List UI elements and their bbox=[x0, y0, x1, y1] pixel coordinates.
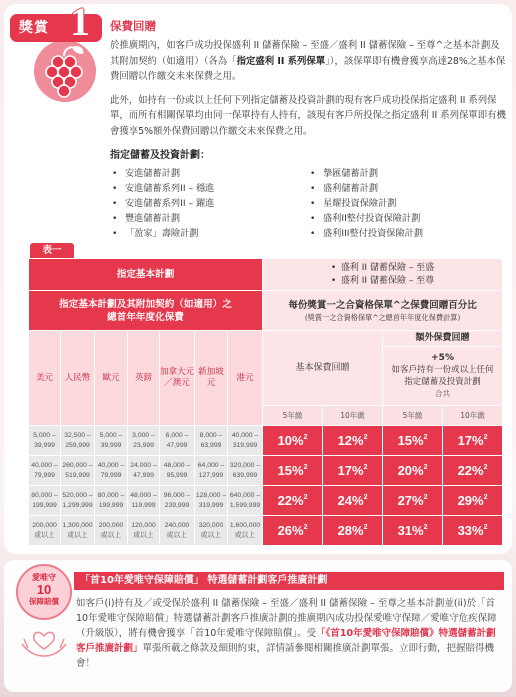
rebate-rate: 24% bbox=[337, 492, 364, 508]
promo-text: 如客戶(i)持有及／或受保於盛利 II 儲蓄保險 – 至盛／盛利 II 儲蓄保險 – 至尊之基本計劃並(ii)於「首10年愛唯守保障賠償」特選儲蓄計劃客戶推廣計劃的推廣期內成功投保愛唯守保障／愛唯守危疾保障（升級版），將有機會獲享「首10年愛唯守保障賠償」。受 bbox=[76, 598, 497, 639]
grapes-icon bbox=[34, 40, 96, 102]
premium-range-cell bbox=[228, 456, 263, 486]
premium-range-cell bbox=[160, 516, 195, 546]
premium-range-cell bbox=[61, 516, 95, 546]
premium-range-cell bbox=[160, 456, 195, 486]
premium-range-cell bbox=[61, 426, 95, 456]
premium-range-cell bbox=[29, 426, 61, 456]
rebate-rate-cell bbox=[323, 456, 383, 486]
premium-range-cell bbox=[195, 516, 228, 546]
premium-rebate-section bbox=[110, 18, 506, 241]
currency-eur: 歐元 bbox=[95, 331, 128, 426]
extra-rebate-paragraph: 此外，如持有一份或以上任何下列指定儲蓄及投資計劃的現有客戶成功投保指定盛利 II 系列保單，而所有相關保單均由同一保單持有人持有，該現有客戶所投保之指定盛利 II 系列保單即有機會獲享5%額外保費回贈以作繳交未來保費之用。 bbox=[110, 94, 506, 137]
premium-range-text: 5,000 – bbox=[33, 432, 56, 439]
term-header: 10年繳 bbox=[323, 406, 383, 426]
premium-range-text: 240,000 bbox=[164, 522, 190, 529]
basic-rebate-header: 基本保費回贈 bbox=[263, 331, 383, 406]
footnote-mark: 2 bbox=[363, 493, 368, 501]
plan-names-cell bbox=[263, 259, 503, 291]
designated-plan-item: • 安進儲蓄系列II – 躍進 bbox=[110, 196, 308, 211]
premium-range-text: 95,999 bbox=[166, 471, 188, 479]
currency-hkd: 港元 bbox=[228, 331, 263, 426]
premium-range-text: 39,999 bbox=[34, 441, 55, 449]
footnote-mark: 2 bbox=[423, 463, 428, 471]
rebate-rate-cell bbox=[443, 456, 503, 486]
premium-range-text: 259,999 bbox=[65, 441, 90, 449]
section-title: 保費回贈 bbox=[110, 19, 156, 33]
premium-range-text: 1,599,999 bbox=[229, 501, 261, 509]
premium-range-text: 319,999 bbox=[232, 441, 258, 449]
footnote-mark: 2 bbox=[363, 463, 368, 471]
premium-range-text: 260,000 – bbox=[62, 462, 93, 469]
rebate-rate: 33% bbox=[457, 522, 484, 538]
premium-range-text: 1,300,000 bbox=[62, 522, 93, 529]
rebate-table bbox=[28, 258, 503, 546]
premium-range-cell bbox=[29, 456, 61, 486]
premium-range-text: 79,999 bbox=[34, 471, 55, 479]
rebate-rate: 27% bbox=[397, 492, 424, 508]
rebate-rate-cell bbox=[443, 426, 503, 456]
premium-range-cell bbox=[228, 486, 263, 516]
footnote-mark: 2 bbox=[483, 433, 488, 441]
premium-range-text: 64,000 – bbox=[197, 462, 225, 469]
rebate-rate-cell bbox=[443, 486, 503, 516]
rebate-rate-cell bbox=[323, 486, 383, 516]
plan-name: • 盛利 II 儲蓄保險 – 至盛 bbox=[331, 262, 434, 275]
premium-range-text: 320,000 – bbox=[229, 462, 261, 469]
footnote-mark: 2 bbox=[483, 523, 488, 531]
premium-range-text: 48,000 – bbox=[163, 462, 191, 469]
promo-badge bbox=[16, 564, 72, 620]
premium-range-cell bbox=[29, 516, 61, 546]
premium-range-text: 63,999 bbox=[200, 441, 222, 449]
footnote-mark: 2 bbox=[303, 463, 308, 471]
total-label: 合共 bbox=[435, 389, 451, 398]
premium-range-text: 或以上 bbox=[67, 531, 88, 539]
premium-range-text: 200,000 bbox=[32, 522, 57, 529]
rebate-rate-cell bbox=[383, 456, 443, 486]
plan-name: • 盛利 II 儲蓄保險 – 至尊 bbox=[331, 275, 434, 288]
rebate-rate: 20% bbox=[397, 462, 424, 478]
promo-leaflet-name: 「《首10年愛唯守保障賠償》特選儲蓄計劃客戶推廣計劃」 bbox=[76, 628, 496, 654]
designated-plan-item: • 盛利II整付投資保險計劃 bbox=[308, 211, 506, 226]
premium-range-text: 48,000 – bbox=[130, 492, 157, 499]
table-row bbox=[29, 456, 503, 486]
table-header-row bbox=[29, 291, 503, 331]
designated-plan-item: • 星耀投資保險計劃 bbox=[308, 196, 506, 211]
table-tab-label: 表一 bbox=[30, 243, 74, 258]
plans-heading: 指定儲蓄及投資計劃： bbox=[110, 150, 210, 161]
designated-plan-item: • 摯匯儲蓄計劃 bbox=[308, 166, 506, 181]
footnote-mark: 2 bbox=[303, 433, 308, 441]
promo-description bbox=[76, 596, 504, 671]
rebate-header bbox=[263, 291, 503, 331]
premium-range-text: 80,000 – bbox=[97, 492, 125, 499]
premium-range-text: 40,000 – bbox=[231, 432, 259, 439]
premium-range-text: 或以上 bbox=[133, 531, 154, 539]
rebate-rate: 22% bbox=[457, 462, 484, 478]
premium-range-text: 或以上 bbox=[100, 531, 122, 539]
rebate-rate-cell bbox=[263, 486, 323, 516]
rebate-rate: 15% bbox=[397, 432, 424, 448]
premium-range-cell bbox=[95, 426, 128, 456]
premium-range-text: 80,000 – bbox=[31, 492, 58, 499]
premium-range-text: 或以上 bbox=[200, 531, 222, 539]
premium-range-cell bbox=[195, 426, 228, 456]
premium-range-cell bbox=[95, 456, 128, 486]
premium-range-text: 23,999 bbox=[133, 441, 154, 449]
plans-column-left bbox=[110, 166, 308, 241]
premium-range-cell bbox=[160, 426, 195, 456]
premium-range-text: 或以上 bbox=[34, 531, 55, 539]
premium-range-text: 79,999 bbox=[100, 471, 122, 479]
rebate-rate: 22% bbox=[277, 492, 304, 508]
premium-range-text: 120,000 bbox=[131, 522, 156, 529]
table-header-row bbox=[29, 331, 503, 347]
premium-range-cell bbox=[95, 486, 128, 516]
extra-condition-line: 指定儲蓄及投資計劃 bbox=[404, 377, 481, 387]
table-row bbox=[29, 486, 503, 516]
plans-column-right bbox=[308, 166, 506, 241]
rebate-rate-cell bbox=[263, 456, 323, 486]
extra-condition-line: 如客戶持有一份或以上任何 bbox=[391, 365, 494, 375]
premium-range-text: 639,999 bbox=[232, 471, 258, 479]
footnote-mark: 2 bbox=[483, 493, 488, 501]
designated-policy-term: 指定盛利 II 系列保單 bbox=[236, 55, 326, 67]
rebate-rate: 31% bbox=[397, 522, 424, 538]
premium-header bbox=[29, 291, 263, 331]
rebate-rate-cell bbox=[443, 516, 503, 546]
promo-badge-number: 10 bbox=[36, 582, 52, 597]
rebate-intro-text-end: 」），該保單即有機會獲享高達28%之基本保費回贈以作繳交未來保費之用。 bbox=[110, 55, 506, 82]
extra-rebate-header: 額外保費回贈 bbox=[383, 331, 503, 347]
premium-range-cell bbox=[128, 486, 160, 516]
premium-range-cell bbox=[228, 516, 263, 546]
premium-range-text: 1,299,999 bbox=[62, 501, 93, 509]
designated-plan-item: • 安進儲蓄計劃 bbox=[110, 166, 308, 181]
rebate-rate-cell bbox=[263, 516, 323, 546]
footnote-mark: 2 bbox=[363, 523, 368, 531]
plan-header: 指定基本計劃 bbox=[29, 259, 263, 291]
premium-range-cell bbox=[195, 486, 228, 516]
term-header: 10年繳 bbox=[443, 406, 503, 426]
plan-names bbox=[331, 262, 434, 288]
designated-plan-item: • 安進儲蓄系列II – 穩進 bbox=[110, 181, 308, 196]
premium-range-text: 200,000 bbox=[98, 522, 124, 529]
rebate-rate-cell bbox=[383, 516, 443, 546]
footnote-mark: 2 bbox=[483, 463, 488, 471]
premium-range-text: 319,999 bbox=[198, 501, 224, 509]
premium-range-text: 640,000 – bbox=[229, 492, 261, 499]
designated-plan-item: • 豐進儲蓄計劃 bbox=[110, 211, 308, 226]
footnote-mark: 2 bbox=[363, 433, 368, 441]
premium-range-text: 40,000 – bbox=[97, 462, 125, 469]
table-row bbox=[29, 516, 503, 546]
rebate-rate: 12% bbox=[337, 432, 364, 448]
promo-title: 「首10年愛唯守保障賠償」 特選儲蓄計劃客戶推廣計劃 bbox=[74, 572, 504, 590]
currency-cad-aud: 加拿大元／澳元 bbox=[160, 331, 195, 426]
premium-range-text: 或以上 bbox=[166, 531, 188, 539]
premium-range-text: 199,999 bbox=[32, 501, 57, 509]
rebate-rate: 17% bbox=[457, 432, 484, 448]
premium-range-text: 8,000 – bbox=[199, 432, 223, 439]
premium-range-text: 519,999 bbox=[65, 471, 90, 479]
rebate-rate-cell bbox=[323, 516, 383, 546]
premium-range-text: 119,999 bbox=[131, 501, 156, 509]
premium-range-cell bbox=[29, 486, 61, 516]
premium-range-text: 6,000 – bbox=[165, 432, 189, 439]
rebate-header-title: 每份獎賞一之合資格保單^之保費回贈百分比 bbox=[288, 299, 477, 311]
reward-number: 1 bbox=[70, 0, 90, 44]
premium-range-text: 128,000 – bbox=[195, 492, 227, 499]
premium-range-text: 3,000 – bbox=[132, 432, 155, 439]
designated-plan-item: • 盛利III整付投資保險計劃 bbox=[308, 226, 506, 241]
currency-sgd: 新加坡元 bbox=[195, 331, 228, 426]
reward-label: 獎賞 bbox=[19, 20, 49, 36]
premium-range-cell bbox=[128, 426, 160, 456]
footnote-mark: 2 bbox=[423, 493, 428, 501]
designated-plan-item: • 盛利儲蓄計劃 bbox=[308, 181, 506, 196]
premium-range-cell bbox=[61, 456, 95, 486]
promo-badge-line: 保障賠償 bbox=[29, 597, 59, 606]
rebate-intro-text: 於推廣期內，如客戶成功投保盛利 II 儲蓄保險 – 至盛／盛利 II 儲蓄保險 – 至尊^之基本計劃及其附加契約（如適用）（各為「 bbox=[110, 40, 500, 67]
term-header: 5年繳 bbox=[383, 406, 443, 426]
premium-range-text: 40,000 – bbox=[31, 462, 58, 469]
premium-range-text: 5,000 – bbox=[99, 432, 123, 439]
rebate-header-note: (獎賞一之合資格保單^之總首年年度化保費計算) bbox=[304, 312, 461, 322]
promo-section bbox=[4, 560, 512, 692]
premium-range-text: 127,999 bbox=[198, 471, 224, 479]
rebate-rate: 26% bbox=[277, 522, 304, 538]
footnote-mark: 2 bbox=[303, 493, 308, 501]
table-header-row bbox=[29, 259, 503, 291]
rebate-rate-cell bbox=[383, 486, 443, 516]
premium-range-text: 520,000 – bbox=[62, 492, 93, 499]
rebate-rate: 10% bbox=[277, 432, 304, 448]
premium-range-cell bbox=[128, 516, 160, 546]
rebate-rate: 29% bbox=[457, 492, 484, 508]
premium-range-text: 320,000 bbox=[198, 522, 224, 529]
rebate-rate-cell bbox=[383, 426, 443, 456]
premium-range-cell bbox=[160, 486, 195, 516]
premium-range-cell bbox=[61, 486, 95, 516]
heart-hands-icon bbox=[18, 622, 70, 662]
premium-range-cell bbox=[228, 426, 263, 456]
rebate-rate: 17% bbox=[337, 462, 364, 478]
premium-range-text: 96,000 – bbox=[163, 492, 191, 499]
promo-badge-line: 愛唯守 bbox=[32, 573, 56, 582]
footnote-mark: 2 bbox=[423, 433, 428, 441]
premium-range-text: 47,999 bbox=[133, 471, 154, 479]
premium-range-cell bbox=[95, 516, 128, 546]
premium-range-text: 24,000 – bbox=[130, 462, 157, 469]
premium-range-text: 39,999 bbox=[100, 441, 122, 449]
currency-gbp: 英鎊 bbox=[128, 331, 160, 426]
currency-usd: 美元 bbox=[29, 331, 61, 426]
footnote-mark: 2 bbox=[303, 523, 308, 531]
premium-header-line: 總首年年度化保費 bbox=[107, 311, 184, 323]
footnote-mark: 2 bbox=[423, 523, 428, 531]
promo-text-end: 單張所載之條款及細則約束，詳情請參閱相關推廣計劃單張。立即行動，把握賠得機會！ bbox=[76, 643, 495, 669]
premium-range-text: 199,999 bbox=[98, 501, 124, 509]
premium-range-text: 32,500 – bbox=[64, 432, 91, 439]
rebate-rate-cell bbox=[263, 426, 323, 456]
table-row bbox=[29, 426, 503, 456]
designated-plans-list bbox=[110, 166, 506, 241]
rebate-rate: 28% bbox=[337, 522, 364, 538]
currency-rmb: 人民幣 bbox=[61, 331, 95, 426]
rebate-rate: 15% bbox=[277, 462, 304, 478]
premium-range-cell bbox=[195, 456, 228, 486]
premium-range-text: 或以上 bbox=[234, 531, 256, 539]
designated-plan-item: • 「盈家」壽險計劃 bbox=[110, 226, 308, 241]
premium-header-line: 指定基本計劃及其附加契約（如適用）之 bbox=[59, 298, 232, 310]
reward-badge bbox=[10, 0, 104, 104]
premium-range-text: 1,600,000 bbox=[229, 522, 261, 529]
extra-rebate-cell bbox=[383, 347, 503, 406]
extra-rate: +5% bbox=[431, 353, 454, 363]
premium-range-cell bbox=[128, 456, 160, 486]
premium-range-text: 239,999 bbox=[164, 501, 190, 509]
premium-range-text: 47,999 bbox=[166, 441, 188, 449]
term-header: 5年繳 bbox=[263, 406, 323, 426]
rebate-intro bbox=[110, 38, 506, 85]
rebate-rate-cell bbox=[323, 426, 383, 456]
